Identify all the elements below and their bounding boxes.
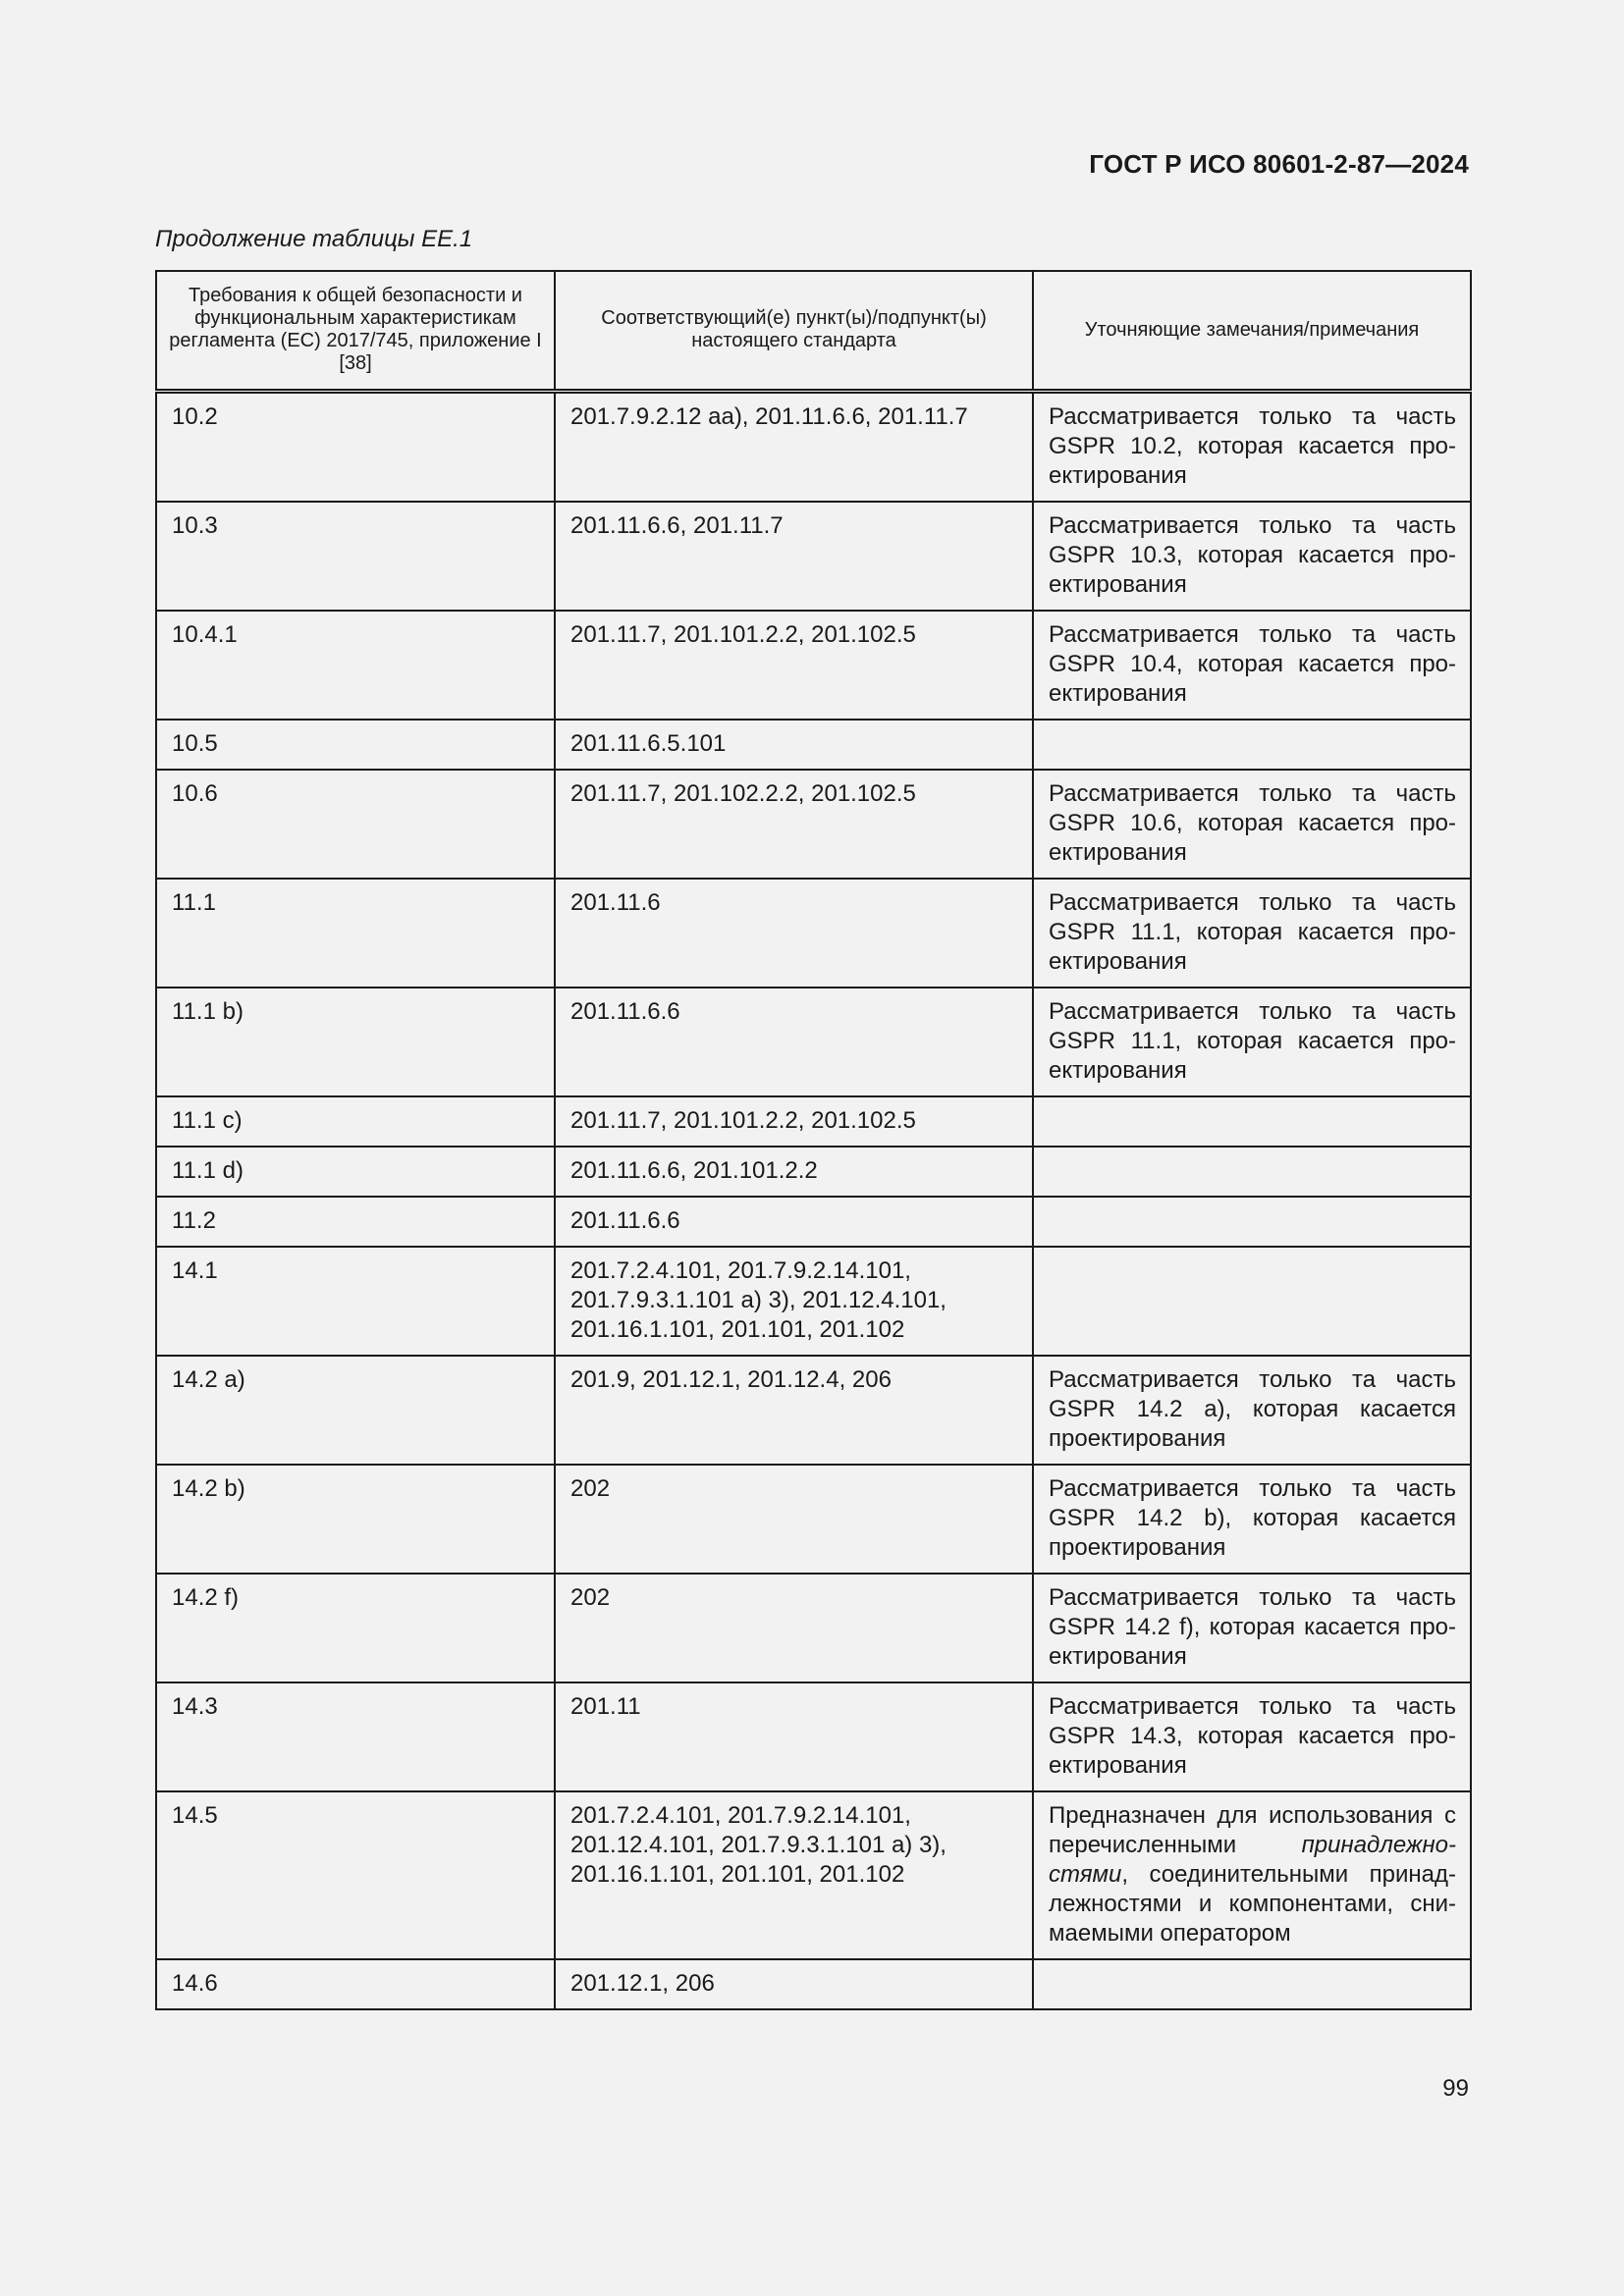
cell-requirement: 10.3 bbox=[156, 502, 555, 611]
cell-note: Рассматривается только та часть GSPR 10.3, которая касается про-ектирования bbox=[1033, 502, 1471, 611]
page-number: 99 bbox=[1442, 2075, 1469, 2102]
cell-requirement: 14.2 f) bbox=[156, 1574, 555, 1682]
cell-note: Рассматривается только та часть GSPR 14.2 f), которая касается про-ектирования bbox=[1033, 1574, 1471, 1682]
table-row bbox=[156, 770, 1471, 879]
cell-note bbox=[1033, 720, 1471, 770]
cell-note bbox=[1033, 1791, 1471, 1959]
cell-clauses: 201.11.6.6, 201.101.2.2 bbox=[555, 1147, 1033, 1197]
table-row bbox=[156, 1682, 1471, 1791]
column-header-clauses: Соответствующий(е) пункт(ы)/подпункт(ы) настоящего стандарта bbox=[555, 271, 1033, 391]
cell-clauses: 201.11.6.6 bbox=[555, 988, 1033, 1096]
note-text: , соединительными принад-лежностями и компонентами, сни-маемыми оператором bbox=[1049, 1860, 1456, 1947]
cell-clauses: 201.11.6 bbox=[555, 879, 1033, 988]
cell-clauses: 201.11.6.6, 201.11.7 bbox=[555, 502, 1033, 611]
cell-requirement: 11.1 d) bbox=[156, 1147, 555, 1197]
cell-clauses: 201.11.7, 201.102.2.2, 201.102.5 bbox=[555, 770, 1033, 879]
cell-requirement: 14.2 b) bbox=[156, 1465, 555, 1574]
cell-clauses: 201.11 bbox=[555, 1682, 1033, 1791]
cell-note: Рассматривается только та часть GSPR 11.1, которая касается про-ектирования bbox=[1033, 988, 1471, 1096]
table-row bbox=[156, 1465, 1471, 1574]
cell-note: Рассматривается только та часть GSPR 14.3, которая касается про-ектирования bbox=[1033, 1682, 1471, 1791]
cell-requirement: 10.5 bbox=[156, 720, 555, 770]
cell-clauses: 202 bbox=[555, 1465, 1033, 1574]
requirements-table bbox=[155, 270, 1472, 2010]
cell-note: Рассматривается только та часть GSPR 10.2, которая касается про-ектирования bbox=[1033, 391, 1471, 502]
table-row bbox=[156, 720, 1471, 770]
cell-requirement: 14.1 bbox=[156, 1247, 555, 1356]
table-row bbox=[156, 879, 1471, 988]
cell-clauses: 201.12.1, 206 bbox=[555, 1959, 1033, 2009]
cell-clauses: 201.7.9.2.12 аа), 201.11.6.6, 201.11.7 bbox=[555, 391, 1033, 502]
table-row bbox=[156, 1791, 1471, 1959]
cell-note: Рассматривается только та часть GSPR 10.4, которая касается про-ектирования bbox=[1033, 611, 1471, 720]
note-emphasis: принадлежно-стями bbox=[1049, 1831, 1456, 1888]
note-text: Предназначен для использования с перечисленными bbox=[1049, 1801, 1456, 1858]
cell-note bbox=[1033, 1247, 1471, 1356]
table-row bbox=[156, 502, 1471, 611]
table-row bbox=[156, 611, 1471, 720]
cell-requirement: 11.1 bbox=[156, 879, 555, 988]
cell-requirement: 14.2 a) bbox=[156, 1356, 555, 1465]
cell-requirement: 10.6 bbox=[156, 770, 555, 879]
cell-requirement: 14.3 bbox=[156, 1682, 555, 1791]
cell-clauses: 201.9, 201.12.1, 201.12.4, 206 bbox=[555, 1356, 1033, 1465]
cell-clauses: 201.11.6.5.101 bbox=[555, 720, 1033, 770]
table-row bbox=[156, 1147, 1471, 1197]
table-row bbox=[156, 1574, 1471, 1682]
cell-requirement: 10.2 bbox=[156, 391, 555, 502]
cell-clauses: 201.11.7, 201.101.2.2, 201.102.5 bbox=[555, 1096, 1033, 1147]
cell-note bbox=[1033, 1096, 1471, 1147]
cell-clauses: 201.7.2.4.101, 201.7.9.2.14.101, 201.7.9.3.1.101 a) 3), 201.12.4.101, 201.16.1.101, 201.101, 201.102 bbox=[555, 1247, 1033, 1356]
table-row bbox=[156, 988, 1471, 1096]
cell-requirement: 11.2 bbox=[156, 1197, 555, 1247]
document-header: ГОСТ Р ИСО 80601-2-87—2024 bbox=[1089, 149, 1469, 179]
column-header-notes: Уточняющие замечания/примечания bbox=[1033, 271, 1471, 391]
cell-note: Рассматривается только та часть GSPR 14.2 a), которая касается проектирования bbox=[1033, 1356, 1471, 1465]
cell-requirement: 14.6 bbox=[156, 1959, 555, 2009]
table-row bbox=[156, 1959, 1471, 2009]
table-row bbox=[156, 1356, 1471, 1465]
cell-requirement: 10.4.1 bbox=[156, 611, 555, 720]
cell-note: Рассматривается только та часть GSPR 14.2 b), которая касается проектирования bbox=[1033, 1465, 1471, 1574]
cell-requirement: 11.1 b) bbox=[156, 988, 555, 1096]
table-row bbox=[156, 1247, 1471, 1356]
cell-clauses: 201.7.2.4.101, 201.7.9.2.14.101, 201.12.4.101, 201.7.9.3.1.101 a) 3), 201.16.1.101, 201.101, 201.102 bbox=[555, 1791, 1033, 1959]
cell-clauses: 202 bbox=[555, 1574, 1033, 1682]
cell-clauses: 201.11.7, 201.101.2.2, 201.102.5 bbox=[555, 611, 1033, 720]
table-row bbox=[156, 1197, 1471, 1247]
cell-requirement: 14.5 bbox=[156, 1791, 555, 1959]
cell-note: Рассматривается только та часть GSPR 11.1, которая касается про-ектирования bbox=[1033, 879, 1471, 988]
table-header-row bbox=[156, 271, 1471, 391]
column-header-requirements: Требования к общей безопасности и функциональным характеристикам регламента (ЕС) 2017/745, приложение I [38] bbox=[156, 271, 555, 391]
cell-clauses: 201.11.6.6 bbox=[555, 1197, 1033, 1247]
cell-note bbox=[1033, 1147, 1471, 1197]
table-row bbox=[156, 1096, 1471, 1147]
table-caption: Продолжение таблицы EE.1 bbox=[155, 226, 473, 252]
cell-note bbox=[1033, 1197, 1471, 1247]
table-row bbox=[156, 391, 1471, 502]
cell-note: Рассматривается только та часть GSPR 10.6, которая касается про-ектирования bbox=[1033, 770, 1471, 879]
cell-note bbox=[1033, 1959, 1471, 2009]
cell-requirement: 11.1 c) bbox=[156, 1096, 555, 1147]
